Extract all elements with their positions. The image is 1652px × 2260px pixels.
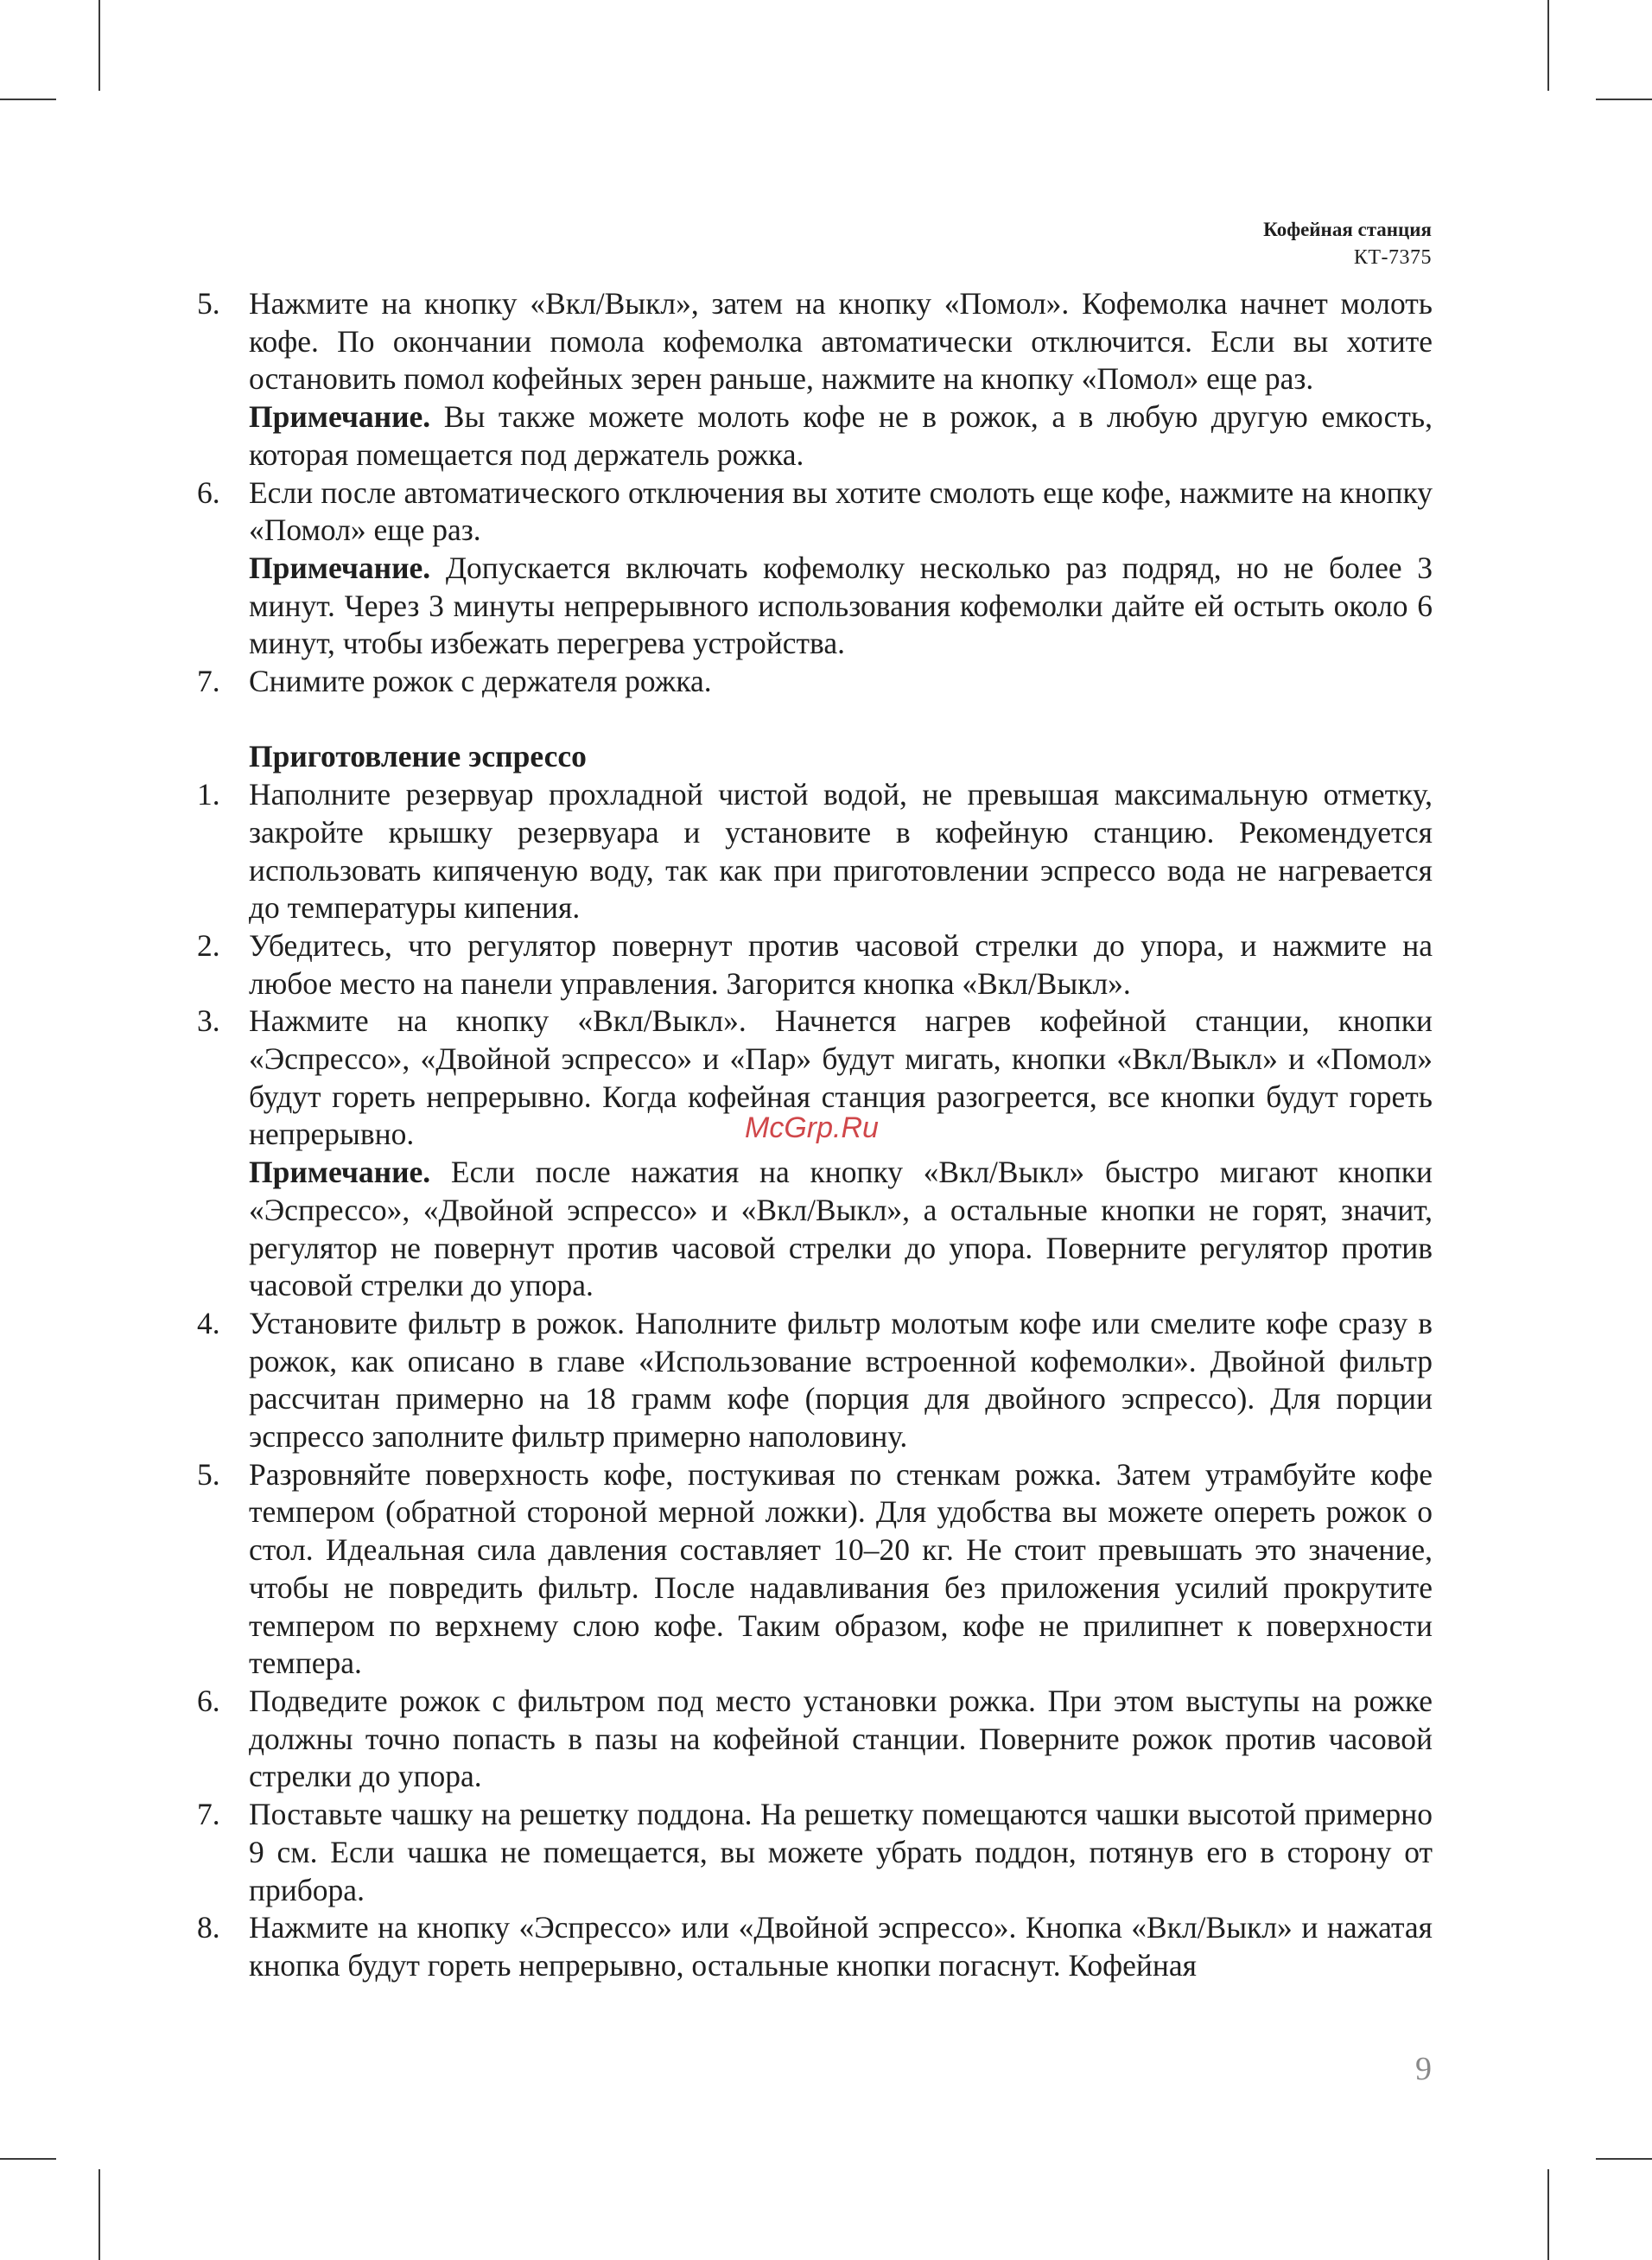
item-number: 5. xyxy=(197,1456,220,1492)
list-item xyxy=(192,1456,1433,1683)
item-number: 7. xyxy=(197,664,220,699)
item-text: Подведите рожок с фильтром под место установки рожка. При этом выступы на рожке должны точно попасть в пазы на кофейной станции. Поверните рожок против часовой стрелки до упора. xyxy=(249,1684,1433,1794)
header-model: КТ-7375 xyxy=(1353,246,1432,269)
item-text: Если после автоматического отключения вы хотите смолоть еще кофе, нажмите на кнопку «Помол» еще раз. xyxy=(249,474,1433,548)
crop-mark xyxy=(1596,2158,1652,2160)
note xyxy=(249,550,1433,663)
page-number: 9 xyxy=(1415,2051,1432,2087)
note xyxy=(249,398,1433,474)
list-item xyxy=(192,474,1433,550)
list-item xyxy=(192,776,1433,927)
item-text: Нажмите на кнопку «Вкл/Выкл», затем на кнопку «Помол». Кофемолка начнет молоть кофе. По окончании помола кофемолка автоматически отключится. Если вы хотите остановить помол кофейных зерен раньше, нажмите на кнопку «Помол» еще раз. xyxy=(249,286,1433,397)
section-title: Приготовление эспрессо xyxy=(249,739,587,774)
list-item xyxy=(192,1909,1433,1984)
crop-mark xyxy=(1547,0,1549,91)
header-product: Кофейная станция xyxy=(1263,219,1432,240)
list-item xyxy=(192,927,1433,1003)
crop-mark xyxy=(0,99,56,100)
crop-mark xyxy=(1547,2169,1549,2260)
item-number: 5. xyxy=(197,286,220,321)
item-text: Снимите рожок с держателя рожка. xyxy=(249,664,712,699)
item-number: 1. xyxy=(197,777,220,812)
note-label: Примечание. xyxy=(249,399,431,435)
note xyxy=(249,1154,1433,1305)
item-number: 6. xyxy=(197,1684,220,1718)
item-text: Установите фильтр в рожок. Наполните фильтр молотым кофе или смелите кофе сразу в рожок, как описано в главе «Использование встроенной кофемолки». Двойной фильтр рассчитан примерно на 18 грамм кофе (порция для двойного эспрессо). Для порции эспрессо заполните фильтр примерно наполовину. xyxy=(249,1305,1433,1455)
list-item xyxy=(192,1305,1433,1456)
note-text: Вы также можете молоть кофе не в рожок, а в любую другую емкость, которая помещается под держатель рожка. xyxy=(249,399,1433,472)
item-text: Поставьте чашку на решетку поддона. На решетку помещаются чашки высотой примерно 9 см. Если чашка не помещается, вы можете убрать поддон, потянув его в сторону от прибора. xyxy=(249,1797,1433,1907)
list-item xyxy=(192,1683,1433,1796)
list-item xyxy=(192,285,1433,398)
list-item xyxy=(192,663,1433,701)
crop-mark xyxy=(98,0,100,91)
item-number: 4. xyxy=(197,1305,220,1340)
crop-mark xyxy=(0,2158,56,2160)
item-text: Убедитесь, что регулятор повернут против часовой стрелки до упора, и нажмите на любое место на панели управления. Загорится кнопка «Вкл/Выкл». xyxy=(249,927,1433,1001)
note-label: Примечание. xyxy=(249,1155,431,1190)
item-text: Разровняйте поверхность кофе, постукивая по стенкам рожка. Затем утрамбуйте кофе темпером (обратной стороной мерной ложки). Для удобства вы можете опереть рожок о стол. Идеальная сила давления составляет 10–20 кг. Не стоит превышать это значение, чтобы не повредить фильтр. После надавливания без приложения усилий прокрутите темпером по верхнему слою кофе. Таким образом, кофе не прилипнет к поверхности темпера. xyxy=(249,1456,1433,1681)
page-header xyxy=(1263,216,1432,271)
item-number: 6. xyxy=(197,474,220,510)
item-number: 3. xyxy=(197,1003,220,1039)
item-text: Наполните резервуар прохладной чистой водой, не превышая максимальную отметку, закройте крышку резервуара и установите в кофейную станцию. Рекомендуется использовать кипяченую воду, так как при приготовлении эспрессо вода не нагревается до температуры кипения. xyxy=(249,777,1433,926)
note-label: Примечание. xyxy=(249,550,431,585)
note-text: Допускается включать кофемолку несколько раз подряд, но не более 3 минут. Через 3 минуты непрерывного использования кофемолки дайте ей остыть около 6 минут, чтобы избежать перегрева устройства. xyxy=(249,550,1433,661)
item-number: 8. xyxy=(197,1910,220,1945)
list-item xyxy=(192,1796,1433,1909)
watermark: McGrp.Ru xyxy=(745,1111,879,1144)
item-text: Нажмите на кнопку «Эспрессо» или «Двойной эспрессо». Кнопка «Вкл/Выкл» и нажатая кнопка будут гореть непрерывно, остальные кнопки погаснут. Кофейная xyxy=(249,1910,1433,1983)
crop-mark xyxy=(1596,99,1652,100)
crop-mark xyxy=(98,2169,100,2260)
item-number: 2. xyxy=(197,927,220,963)
item-text: Нажмите на кнопку «Вкл/Выкл». Начнется нагрев кофейной станции, кнопки «Эспрессо», «Двойной эспрессо» и «Пар» будут мигать, кнопки «Вкл/Выкл» и «Помол» будут гореть непрерывно. Когда кофейная станция разогреется, все кнопки будут гореть непрерывно. xyxy=(249,1003,1433,1152)
item-number: 7. xyxy=(197,1797,220,1832)
note-text: Если после нажатия на кнопку «Вкл/Выкл» быстро мигают кнопки «Эспрессо», «Двойной эспрессо» и «Вкл/Выкл», а остальные кнопки не горят, значит, регулятор не повернут против часовой стрелки до упора. Поверните регулятор против часовой стрелки до упора. xyxy=(249,1155,1433,1303)
